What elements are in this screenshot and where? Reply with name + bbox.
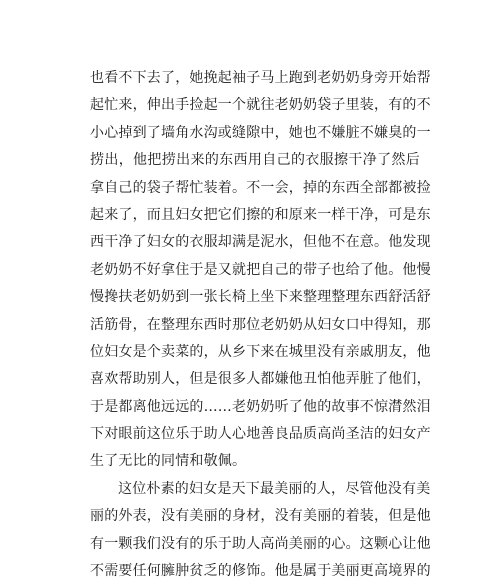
text-line: 生了无比的同情和敬佩。 [90, 453, 247, 470]
text-line: 小心掉到了墙角水沟或缝隙中，她也不嫌脏不嫌臭的一 [90, 124, 431, 141]
text-line: 这位朴素的妇女是天下最美丽的人，尽管他没有美 [118, 480, 431, 497]
text-line: 也看不下去了，她挽起袖子马上跑到老奶奶身旁开始帮 [90, 70, 431, 86]
body-text [90, 68, 431, 588]
text-line: 丽的外表，没有美丽的身材，没有美丽的着装，但是他 [90, 508, 431, 525]
text-line: 有一颗我们没有的乐于助人高尚美丽的心。这颗心让他 [90, 535, 431, 552]
text-line: 拿自己的袋子帮忙装着。不一会，掉的东西全部都被捡 [90, 179, 431, 196]
text-line: 老奶奶不好拿住于是又就把自己的带子也给了他。他慢 [90, 261, 431, 278]
text-line: 位妇女是个卖菜的，从乡下来在城里没有亲戚朋友，他 [90, 343, 431, 360]
text-line: 捞出，他把捞出来的东西用自己的衣服擦干净了然后 [90, 152, 420, 169]
text-line: 活筋骨，在整理东西时那位老奶奶从妇女口中得知，那 [90, 316, 431, 333]
text-line: 不需要任何臃肿贫乏的修饰。他是属于美丽更高境界的 [90, 563, 431, 580]
text-line: 慢搀扶老奶奶到一张长椅上坐下来整理整理东西舒活舒 [90, 289, 431, 306]
text-line: 喜欢帮助别人，但是很多人都嫌他丑怕他弄脏了他们， [90, 371, 431, 388]
text-line: 起忙来，伸出手捡起一个就往老奶奶袋子里装，有的不 [90, 97, 431, 114]
text-line: 起来了，而且妇女把它们擦的和原来一样干净，可是东 [90, 206, 431, 223]
text-line: 西干净了妇女的衣服却满是泥水，但他不在意。他发现 [90, 234, 431, 251]
text-line: 下对眼前这位乐于助人心地善良品质高尚圣洁的妇女产 [90, 426, 431, 443]
text-line: 于是都离他远远的……老奶奶听了他的故事不惊潸然泪 [90, 398, 431, 415]
